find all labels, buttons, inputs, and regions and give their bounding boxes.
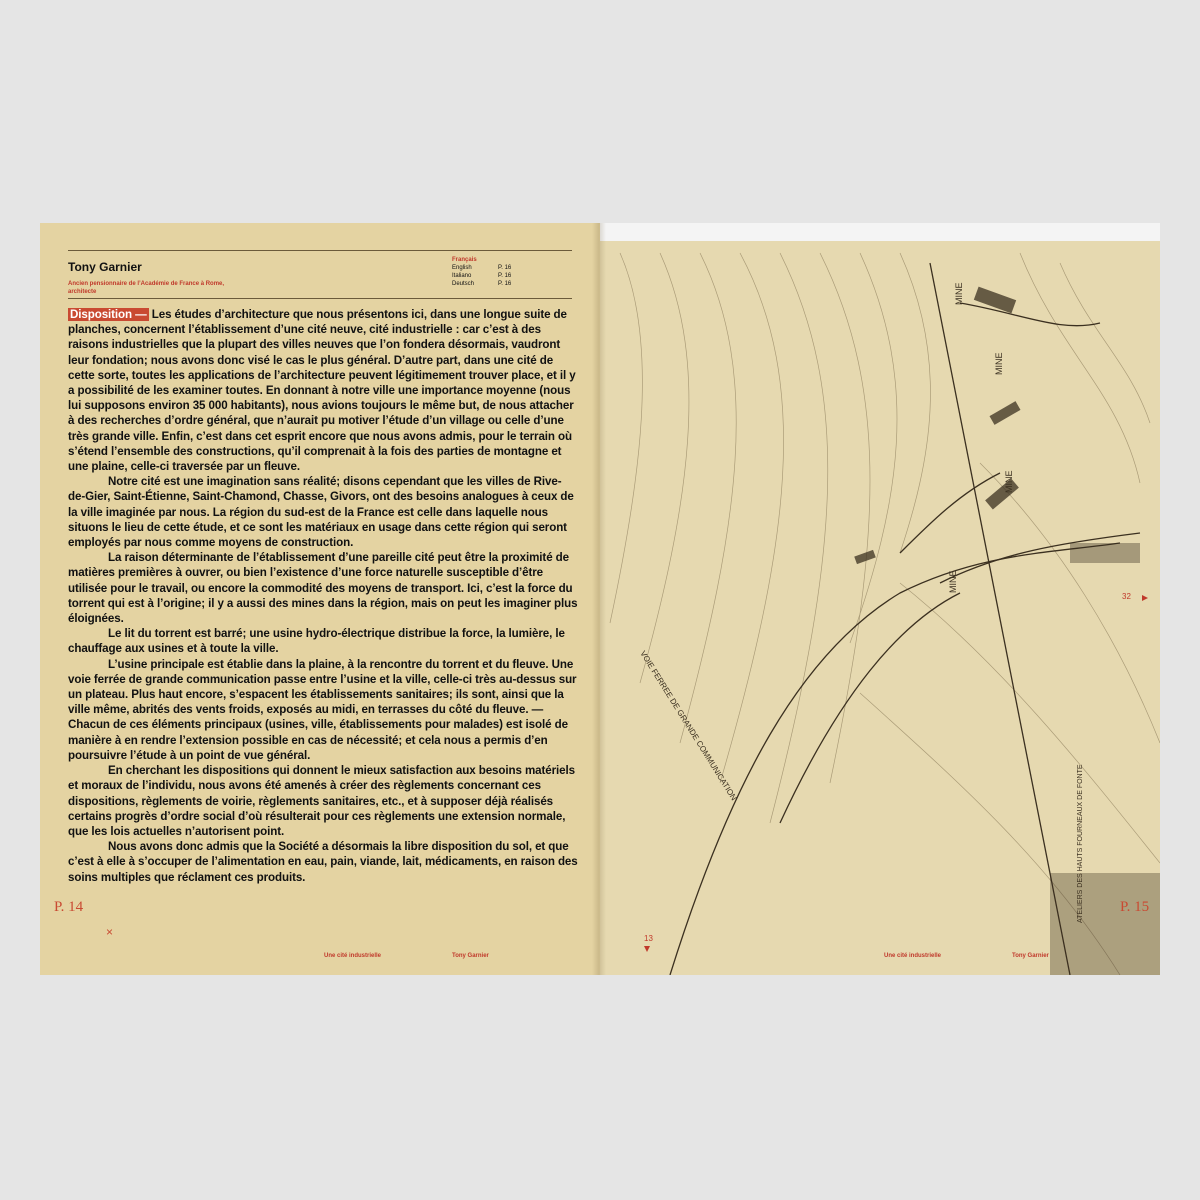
mine-label: MINE (948, 570, 958, 593)
top-rule (68, 250, 572, 251)
right-page (600, 223, 1160, 975)
mine-label: MINE (994, 352, 1004, 375)
railway-label: VOIE FERREE DE GRANDE COMMUNICATION (638, 649, 739, 803)
footer-title: Une cité industrielle (324, 953, 382, 959)
book-spread (40, 223, 1160, 975)
page-number: P. 15 (1120, 899, 1150, 915)
footer-title: Une cité industrielle (884, 953, 942, 959)
mine-buildings (854, 287, 1160, 975)
language-row[interactable]: Italiano P. 16 (452, 273, 512, 279)
language-index (452, 256, 511, 288)
section-label: Disposition — (70, 308, 147, 321)
gutter (592, 223, 606, 975)
header-rule (68, 298, 572, 299)
plate-arrow-icon (644, 946, 650, 952)
paragraph: Nous avons donc admis que la Société a désormais la libre disposition du sol, et que c’est à elle à s’occuper de l’alimentation en eau, pain, viande, lait, médicaments, en raison des soins multiples que réclament ces produits. (68, 840, 578, 884)
cross-mark-icon: × (106, 925, 114, 939)
paragraph: L’usine principale est établie dans la plaine, à la rencontre du torrent et du fleuve. Une voie ferrée de grande communication passe entre l’usine et la ville, celle-ci très au-dessus sur un plateau. Plus haut encore, s’espacent les établissements sanitaires; ils sont, ainsi que la ville même, abrités des vents froids, exposés au midi, en terrasses du côté du fleuve. — Chacun de ces éléments principaux (usines, ville, établissements pour malades) est isolé de manière à en rendre l’extension possible en cas de nécessité; et cela nous a permis d’en poursuivre l’étude à un point de vue général. (68, 657, 577, 762)
author-title: Tony Garnier (68, 260, 142, 274)
language-row[interactable]: Français (452, 257, 477, 263)
left-page (40, 223, 600, 975)
railway-lines (670, 263, 1140, 975)
page-number: P. 14 (54, 899, 84, 915)
paragraph: Notre cité est une imagination sans réalité; disons cependant que les villes de Rive-de-Gier, Saint-Étienne, Saint-Chamond, Chasse, Givors, ont des besoins analogues à ceux de la ville imaginée par nous. La région du sud-est de la France est celle dans laquelle nous situons le lieu de cette étude, et ce sont les matériaux en usage dans cette région qui seront employés par nous comme moyens de construction. (68, 475, 574, 550)
paragraph: Disposition — Les études d’architecture que nous présentons ici, dans une longue suite de planches, concernent l’établissement d’une cité neuve, cité industrielle : car c’est à des raisons industrielles que la plupart des villes neuves que l’on fondera désormais, vaudront leur fondation; nous avons donc visé le cas le plus général. D’autre part, dans une cité de cette sorte, toutes les applications de l’architecture peuvent légitimement trouver place, et il y a possibilité de les examiner toutes. En donnant à notre ville une importance moyenne (nous lui supposons environ 35 000 habitants), nous avions toujours le même but, de nous attacher à des recherches d’ordre général, que n’aurait pu motiver l’étude d’un village ou celle d’une très grande ville. Enfin, c’est dans cet esprit encore que nous avons admis, pour le terrain où s’étend l’ensemble des constructions, qu’il comprenait à la fois des parties de montagne et une plaine, celle-ci traversée par un fleuve. (68, 308, 576, 474)
paragraph: En cherchant les dispositions qui donnent le mieux satisfaction aux besoins matériels et moraux de l’individu, nous avons été amenés à créer des règlements concernant ces dispositions, règlements de voirie, règlements sanitaires, etc., et à supposer déjà réalisés certains progrès d’ordre social d’où résulterait pour ces règlements une extension normale, que les lois actuelles n’autorisent point. (68, 764, 575, 838)
paragraph: La raison déterminante de l’établissement d’une pareille cité peut être la proximité de matières premières à ouvrer, ou bien l’existence d’une force naturelle susceptible d’être utilisée pour le travail, ou encore la commodité des moyens de transport. Ici, c’est la force du torrent qui est à l’origine; il y a aussi des mines dans la région, mais on peut les imaginer plus éloignées. (68, 551, 578, 626)
plate-arrow-icon (1142, 595, 1148, 601)
footer-author: Tony Garnier (1012, 953, 1049, 959)
footer-author: Tony Garnier (452, 953, 489, 959)
paragraph: Le lit du torrent est barré; une usine hydro-électrique distribue la force, la lumière, le chauffage aux usines et à toute la ville. (68, 627, 565, 656)
language-row[interactable]: English P. 16 (452, 265, 512, 271)
plate-reference-32: 32 (1122, 592, 1131, 601)
mine-label: MINE (1004, 470, 1014, 493)
language-row[interactable]: Deutsch P. 16 (452, 281, 512, 287)
plate-reference-13: 13 (644, 934, 653, 943)
fonte-label: ATELIERS DES HAUTS FOURNEAUX DE FONTE (1077, 764, 1084, 923)
site-map (600, 223, 1160, 975)
body-text (68, 307, 578, 885)
author-subtitle: Ancien pensionnaire de l’Académie de France à Rome, architecte (68, 281, 225, 295)
mine-label: MINE (954, 282, 964, 305)
